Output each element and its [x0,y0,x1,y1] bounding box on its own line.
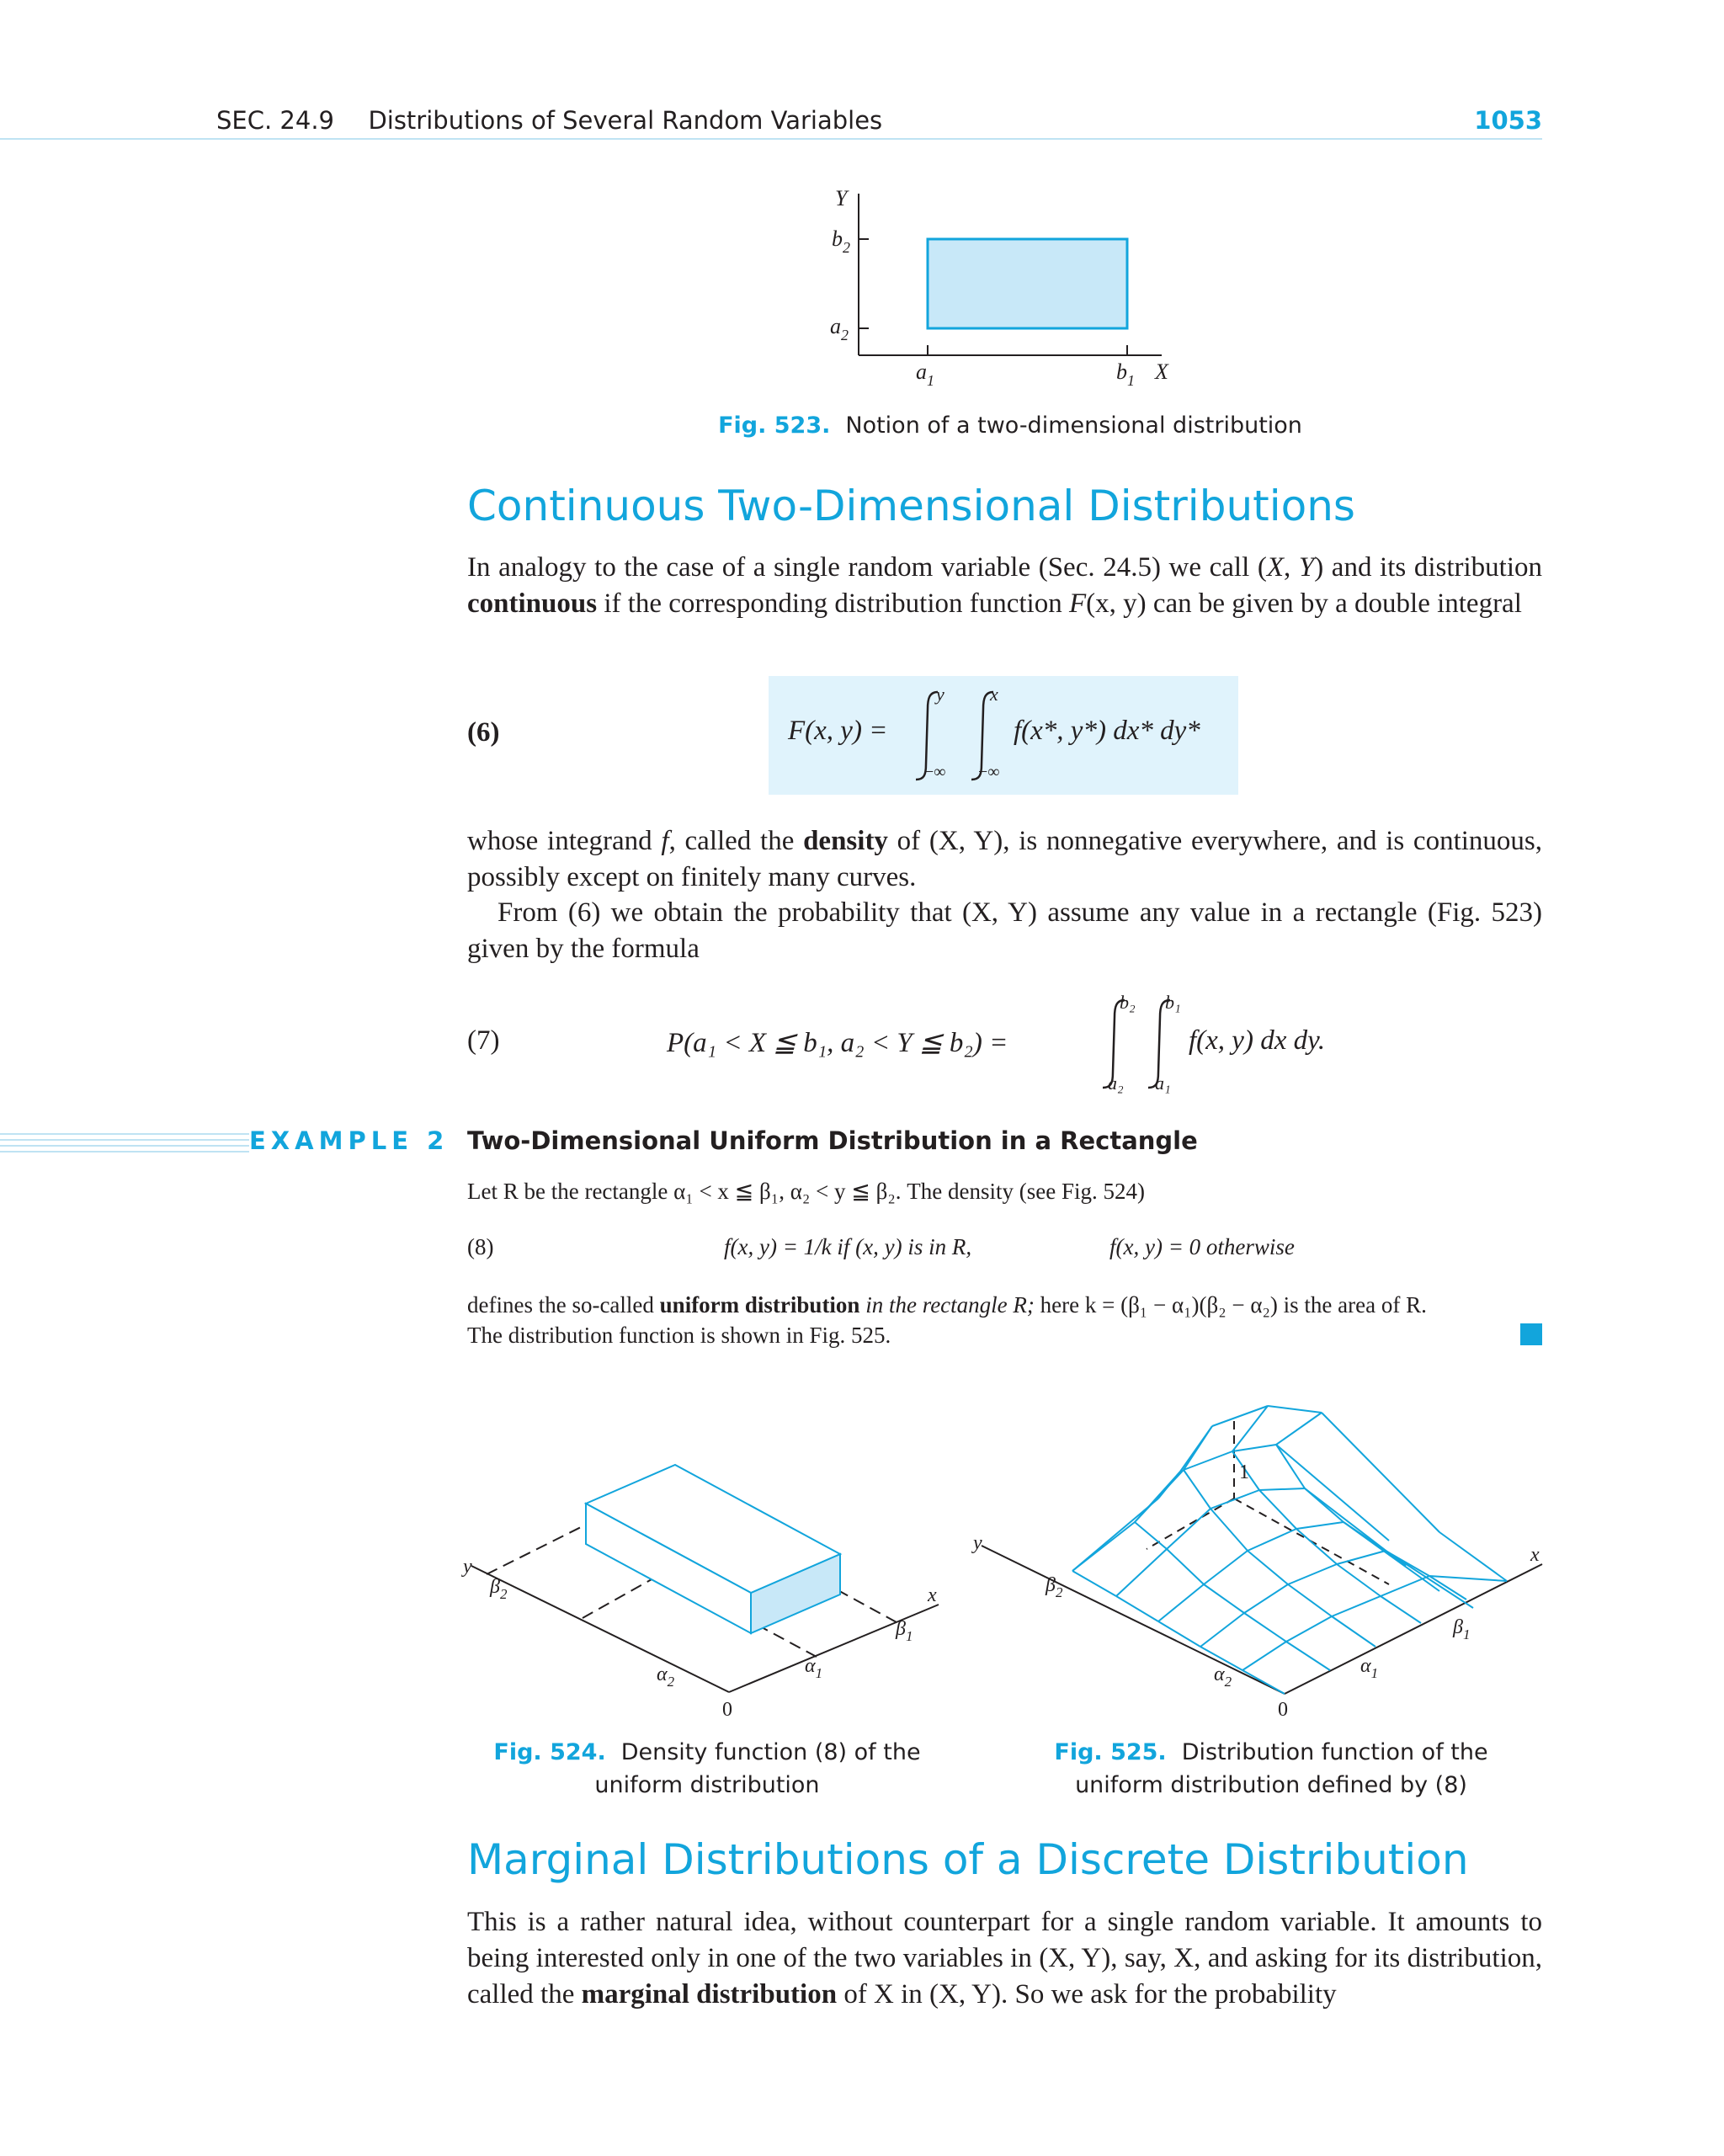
equation-6-lower-1: −∞ [924,763,946,781]
dash-beta1 [833,1588,897,1622]
mesh-line [1158,1584,1204,1621]
label-origin: 0 [1278,1699,1288,1721]
mesh-line [1344,1522,1439,1591]
mesh-line [1286,1642,1330,1670]
label-alpha1: $\alpha_1$ [1360,1655,1379,1681]
header-rule [0,138,1542,140]
equation-7-number: (7) [467,1025,500,1056]
label-beta1: $\beta_1$ [1453,1616,1471,1642]
equation-6-rhs: f(x*, y*) dx* dy* [1014,716,1200,746]
fig-525-caption: Fig. 525. Distribution function of the uniform distribution defined by (8) [1054,1739,1488,1798]
y-axis [982,1546,1285,1694]
equation-7-lower-a2: a₂ [1108,1073,1124,1094]
example-line-3: The distribution function is shown in Fig. 525. [467,1323,891,1348]
label-x: x [1530,1544,1540,1566]
label-alpha1: $\alpha_1$ [805,1655,823,1681]
label-b2: $b_2$ [832,226,850,256]
label-y: y [973,1532,982,1554]
mesh-line [1116,1596,1158,1621]
label-beta1: $\beta_1$ [896,1618,913,1644]
equation-7-upper-b2: b₂ [1120,992,1136,1013]
label-Y: Y [835,186,848,210]
fig-524-number: Fig. 524. [493,1739,606,1765]
label-y: y [463,1556,472,1578]
equation-7-lower-a1: a₁ [1155,1073,1171,1094]
fig-523-diagram [808,177,1179,396]
example-line-1: Let R be the rectangle α₁ < x ≦ β₁, α₂ < y ≦ β₂. The density (see Fig. 524) [467,1179,1145,1204]
paragraph-continuous-intro: In analogy to the case of a single random variable (Sec. 24.5) we call (X, Y) and its distribution continuous if the corresponding distribution function F(x, y) can be given by a double integral [467,552,1542,619]
fig-525-number: Fig. 525. [1054,1739,1167,1765]
mesh-line [1167,1509,1211,1549]
dash-to-beta2 [1147,1499,1234,1549]
x-axis [1285,1564,1542,1694]
equation-7-lhs: P(a₁ < X ≦ b₁, a₂ < Y ≦ b₂) = [667,1028,1008,1058]
mesh-line [1386,1551,1473,1608]
mesh-line [1429,1576,1507,1581]
mesh-line [1211,1509,1248,1551]
paragraph-density: whose integrand f, called the density of (X, Y), is nonnegative everywhere, and is continuous, possibly except on finitely many curves. [467,826,1543,892]
fig-523-number: Fig. 523. [718,413,831,439]
label-beta2: $\beta_2$ [490,1576,508,1602]
mesh-line [1200,1613,1244,1647]
example-line-2: defines the so-called uniform distribution in the rectangle R; here k = (β₁ − α₁)(β₂ − α₂) is the area of R. [467,1292,1427,1318]
label-a1: $a_1$ [916,359,934,389]
mesh-line [1248,1551,1288,1584]
mesh-line [1332,1596,1381,1616]
label-a2: $a_2$ [830,314,849,343]
mesh-line [1259,1488,1305,1490]
label-beta2: $\beta_2$ [1046,1574,1063,1600]
section-heading-continuous: Continuous Two-Dimensional Distributions [467,482,1355,530]
mesh-line [1204,1584,1244,1613]
mesh-line [1135,1472,1180,1522]
equation-8-number: (8) [467,1234,494,1259]
equation-8-part-a: f(x, y) = 1/k if (x, y) is in R, [724,1234,972,1259]
mesh-line [1296,1529,1337,1564]
mesh-line [1268,1406,1322,1413]
mesh-line [1288,1564,1337,1584]
mesh-line [1296,1522,1344,1529]
running-title: Distributions of Several Random Variables [368,106,883,135]
label-x: x [928,1584,937,1606]
mesh-line [1184,1451,1232,1470]
fig-524-caption: Fig. 524. Density function (8) of the uniform distribution [493,1739,921,1798]
mesh-line [1276,1445,1305,1488]
mesh-line [1276,1413,1322,1445]
paragraph-rectangle-prob: From (6) we obtain the probability that (X, Y) assume any value in a rectangle (Fig. 523) given by the formula [467,897,1542,964]
paragraph-marginal: This is a rather natural idea, without counterpart for a single random variable. It amounts to being interested only in one of the two variables in (X, Y), say, X, and asking for its distribution, called the marginal distribution of X in (X, Y). So we ask for the probability [467,1907,1542,2010]
mesh-line [1288,1584,1332,1616]
label-X: X [1155,359,1168,384]
mesh-line [1248,1529,1296,1551]
mesh-line [1072,1571,1116,1596]
mesh-line [1167,1549,1204,1584]
label-one: 1 [1239,1461,1249,1483]
mesh-line [1337,1564,1381,1596]
mesh-line [1337,1551,1386,1564]
mesh-line [1242,1642,1286,1670]
fig-525-diagram [968,1364,1557,1734]
end-of-example-square [1520,1323,1542,1345]
mesh-line [1232,1445,1276,1451]
mesh-line [1184,1470,1211,1509]
equation-6-upper-y: y [936,684,944,705]
equation-7-upper-b1: b₁ [1165,992,1181,1013]
surface-mesh [1072,1406,1507,1694]
dash-beta2 [487,1527,581,1574]
equation-7-rhs: f(x, y) dx dy. [1189,1025,1326,1056]
equation-6-upper-x: x [990,684,998,705]
fig-523-text: Notion of a two-dimensional distribution [845,413,1302,439]
label-alpha2: $\alpha_2$ [657,1664,675,1690]
mesh-line [1286,1616,1332,1642]
running-head [216,106,882,135]
mesh-line [1439,1532,1507,1581]
fig-524-diagram [455,1448,976,1734]
mesh-line [1184,1426,1212,1470]
label-alpha2: $\alpha_2$ [1214,1664,1232,1690]
mesh-line [1204,1551,1248,1584]
equation-6-lower-2: −∞ [978,763,1000,781]
mesh-line [1242,1670,1285,1694]
page-number: 1053 [1474,106,1542,135]
mesh-line [1135,1522,1167,1549]
mesh-line [1332,1616,1375,1647]
example-label: EXAMPLE 2 [249,1126,454,1155]
mesh-line [1244,1613,1286,1642]
section-number: SEC. 24.9 [216,106,334,135]
equation-6-number: (6) [467,717,500,748]
mesh-line [1244,1584,1288,1613]
example-title: Two-Dimensional Uniform Distribution in a Rectangle [467,1126,1198,1155]
equation-8-part-b: f(x, y) = 0 otherwise [1109,1234,1295,1259]
rectangle-region [928,239,1127,328]
mesh-line [1381,1596,1421,1623]
equation-6-lhs: F(x, y) = [788,716,888,746]
label-b1: $b_1$ [1116,359,1135,389]
fig-523-caption [707,409,1313,442]
mesh-line [1116,1549,1167,1596]
section-heading-marginal: Marginal Distributions of a Discrete Distribution [467,1835,1469,1884]
label-origin: 0 [722,1699,732,1721]
